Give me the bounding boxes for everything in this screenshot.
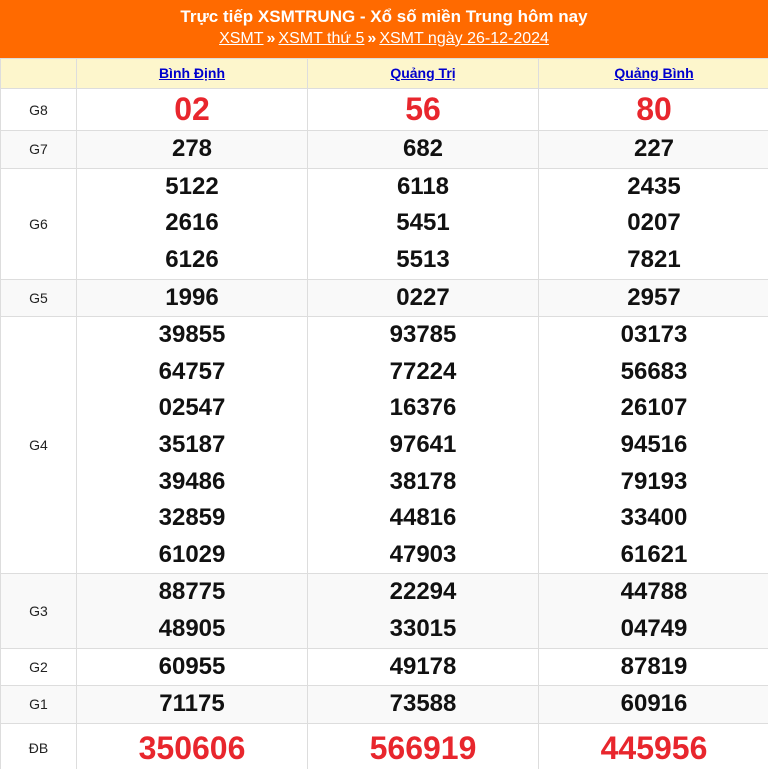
prize-number: 44788 (620, 578, 688, 606)
prize-number: 1996 (165, 283, 219, 311)
prize-number: 227 (633, 135, 675, 162)
prize-row (1, 89, 768, 131)
prize-number: 87819 (620, 652, 688, 680)
prize-cell (539, 686, 768, 724)
province-link-binh-dinh[interactable]: Bình Định (158, 64, 226, 81)
prize-number: 682 (402, 135, 444, 162)
breadcrumb (0, 28, 768, 50)
prize-number: 44816 (389, 504, 457, 532)
header-blank-cell (1, 59, 77, 89)
prize-cell (308, 317, 539, 574)
prize-cell (77, 168, 308, 279)
prize-row (1, 131, 768, 169)
prize-cell (539, 89, 768, 131)
province-link-quang-tri[interactable]: Quảng Trị (390, 64, 456, 81)
prize-row (1, 648, 768, 686)
prize-number: 56 (405, 91, 441, 128)
prize-number: 26107 (620, 394, 688, 422)
prize-number: 02547 (158, 394, 226, 422)
breadcrumb-date-link[interactable]: XSMT ngày 26-12-2024 (379, 30, 549, 47)
prize-number: 02 (174, 91, 210, 128)
prize-number: 2957 (627, 283, 681, 311)
prize-cell (308, 131, 539, 169)
prize-number: 350606 (138, 729, 246, 766)
prize-number: 566919 (369, 729, 477, 766)
prize-number: 35187 (158, 430, 226, 458)
prize-number: 38178 (389, 467, 457, 495)
prize-cell (308, 686, 539, 724)
prize-number: 5513 (396, 245, 450, 273)
prize-number: 445956 (600, 729, 708, 766)
prize-number: 73588 (389, 690, 457, 718)
prize-number: 03173 (620, 321, 688, 349)
prize-cell (539, 279, 768, 317)
prize-cell (539, 723, 768, 769)
page-title: Trực tiếp XSMTRUNG - Xổ số miền Trung hôm nay (180, 7, 588, 26)
prize-number: 64757 (158, 357, 226, 385)
prize-cell (539, 317, 768, 574)
prize-label: G4 (1, 317, 77, 574)
prize-cell (77, 279, 308, 317)
prize-number: 6126 (165, 245, 219, 273)
prize-number: 22294 (389, 578, 457, 606)
prize-number: 7821 (627, 245, 681, 273)
results-table (0, 58, 768, 769)
prize-label: G2 (1, 648, 77, 686)
prize-label: G1 (1, 686, 77, 724)
prize-number: 0207 (627, 209, 681, 237)
results-body (1, 89, 768, 769)
prize-label: G8 (1, 89, 77, 131)
prize-row (1, 574, 768, 648)
prize-number: 5451 (396, 209, 450, 237)
prize-number: 32859 (158, 504, 226, 532)
prize-label: G6 (1, 168, 77, 279)
prize-number: 5122 (165, 172, 219, 200)
prize-row (1, 317, 768, 574)
province-header-row (1, 59, 768, 89)
prize-label: G5 (1, 279, 77, 317)
prize-cell (77, 723, 308, 769)
prize-cell (77, 131, 308, 169)
prize-number: 2435 (627, 172, 681, 200)
prize-number: 93785 (389, 321, 457, 349)
prize-cell (308, 168, 539, 279)
prize-number: 61029 (158, 540, 226, 568)
prize-number: 61621 (620, 540, 688, 568)
prize-cell (308, 648, 539, 686)
prize-number: 47903 (389, 540, 457, 568)
prize-cell (308, 89, 539, 131)
province-header-cell (539, 59, 768, 89)
prize-label: G3 (1, 574, 77, 648)
page-header (0, 0, 768, 58)
prize-number: 71175 (159, 690, 225, 718)
prize-number: 16376 (389, 394, 457, 422)
prize-number: 77224 (389, 357, 457, 385)
prize-cell (77, 89, 308, 131)
prize-number: 56683 (620, 357, 688, 385)
prize-cell (539, 574, 768, 648)
prize-number: 80 (636, 91, 672, 128)
prize-number: 49178 (389, 652, 457, 680)
province-header-cell (308, 59, 539, 89)
prize-cell (77, 574, 308, 648)
breadcrumb-xsmt-link[interactable]: XSMT (219, 30, 264, 47)
prize-number: 60955 (158, 652, 226, 680)
province-header-cell (77, 59, 308, 89)
prize-number: 2616 (165, 209, 219, 237)
prize-cell (308, 279, 539, 317)
prize-number: 278 (171, 135, 213, 162)
breadcrumb-separator: » (367, 30, 377, 47)
prize-number: 94516 (620, 430, 688, 458)
prize-cell (77, 686, 308, 724)
prize-row (1, 723, 768, 769)
prize-cell (308, 574, 539, 648)
prize-cell (308, 723, 539, 769)
breadcrumb-separator: » (266, 30, 276, 47)
prize-number: 0227 (396, 283, 450, 311)
prize-row (1, 279, 768, 317)
prize-cell (539, 168, 768, 279)
prize-row (1, 168, 768, 279)
prize-cell (77, 317, 308, 574)
prize-number: 6118 (396, 172, 450, 200)
prize-label: G7 (1, 131, 77, 169)
prize-number: 33015 (389, 614, 457, 642)
prize-label: ĐB (1, 723, 77, 769)
prize-cell (539, 131, 768, 169)
prize-number: 33400 (620, 504, 688, 532)
prize-number: 39486 (158, 467, 226, 495)
breadcrumb-weekday-link[interactable]: XSMT thứ 5 (278, 30, 365, 47)
prize-number: 04749 (620, 614, 688, 642)
province-link-quang-binh[interactable]: Quảng Bình (614, 64, 694, 81)
prize-number: 39855 (158, 321, 226, 349)
prize-cell (77, 648, 308, 686)
prize-cell (539, 648, 768, 686)
prize-number: 97641 (389, 430, 457, 458)
prize-row (1, 686, 768, 724)
prize-number: 60916 (620, 690, 688, 718)
prize-number: 48905 (158, 614, 226, 642)
prize-number: 88775 (158, 578, 226, 606)
prize-number: 79193 (620, 467, 688, 495)
